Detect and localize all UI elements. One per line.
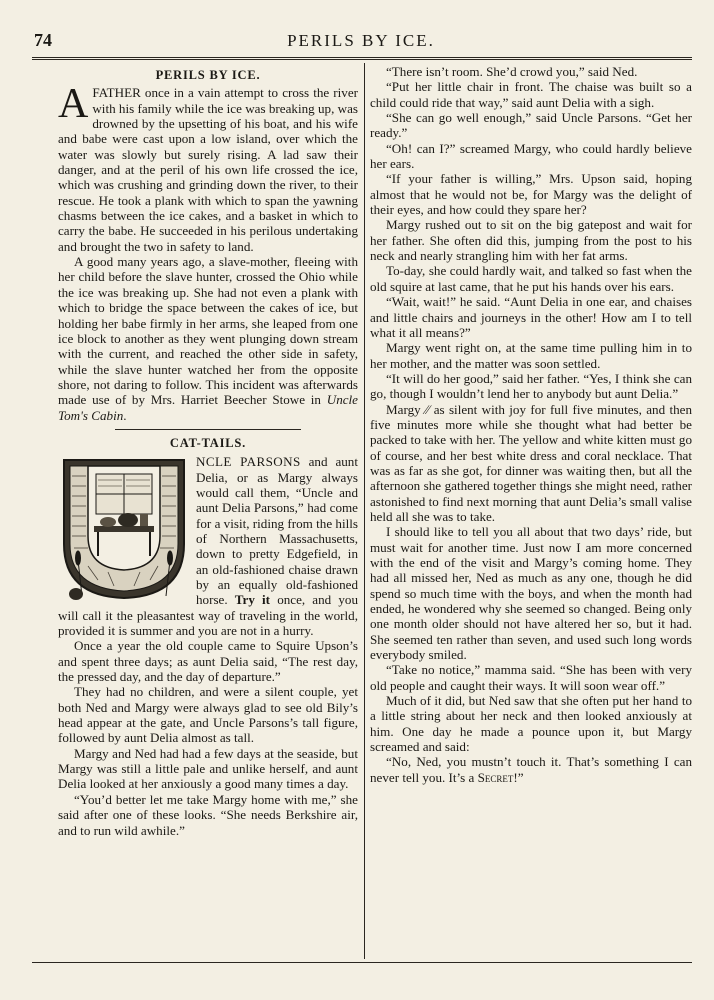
- header-rule: [32, 57, 692, 60]
- paragraph: To-day, she could hardly wait, and talked so fast when the old squire at last came, that he put his hands over his ears.: [370, 263, 692, 294]
- secret-word: Secret: [477, 769, 514, 785]
- paragraph: “Put her little chair in front. The chaise was built so a child could ride that way,” said aunt Delia with a sigh.: [370, 79, 692, 110]
- paragraph: “Oh! can I?” screamed Margy, who could hardly believe her ears.: [370, 140, 692, 172]
- paragraph: “Take no notice,” mamma said. “She has been with very old people and caught their ways. It will soon wear off.”: [370, 662, 692, 693]
- paragraph: “Wait, wait!” he said. “Aunt Delia in one ear, and chaises and little chairs and journeys in the other! How am I to tell what it all means?”: [370, 294, 692, 340]
- paragraph: Much of it did, but Ned saw that she often put her hand to a little string about her neck and then looked anxiously at him. One day he made a pounce upon it, but Margy screamed and said:: [370, 693, 692, 755]
- paragraph: “It will do her good,” said her father. “Yes, I think she can go, though I wouldn’t lend her to anybody but aunt Delia.”: [370, 370, 692, 402]
- paragraph: Once a year the old couple came to Squire Upson’s and spent three days; as aunt Delia said, “The rest day, the pressed day, and the day of departure.”: [58, 638, 358, 685]
- perils-paragraph-1: AFATHER once in a vain attempt to cross the river with his family while the ice was breaking up, was drowned by the upsetting of his boat, and his wife and babe were cast upon a low island, over which the water was slowly but surely rising. A lad saw their danger, and at the peril of his own life crossed the ice, which was crushing and grinding down the river, to their rescue. He took a plank with which to span the yawning chasms between the ice cakes, and a basket in which to carry the babe. He succeeded in his perilous undertaking and brought the two in safety to land.: [58, 81, 358, 254]
- paragraph: Margy ∕∕ as silent with joy for full five minutes, and then five minutes more while she thought what had better be packed to take with her. The yellow and white kitten must go of course, and her best white dress and coral necklace. That was as far as she got, for dinner was waiting then, but all the afternoon she gathered together things she might need, rather astonished to find next morning that aunt Delia’s small valise held all she was to take.: [370, 401, 692, 524]
- running-head: [30, 30, 692, 54]
- left-column: [58, 64, 358, 956]
- initial-u-illustration: [58, 456, 190, 602]
- running-title: PERILS BY ICE.: [287, 31, 435, 50]
- paragraph: “She can go well enough,” said Uncle Parsons. “Get her ready.”: [370, 110, 692, 141]
- paragraph: Margy went right on, at the same time pulling him in to her mother, and the matter was soon settled.: [370, 340, 692, 371]
- right-column: [370, 64, 692, 956]
- paragraph: They had no children, and were a silent couple, yet both Ned and Margy were always glad to see old Bily’s head appear at the gate, and Uncle Parsons’s tall figure, followed by aunt Delia almost as tall.: [58, 684, 358, 746]
- paragraph: Margy rushed out to sit on the big gatepost and wait for her father. She often did this, jumping from the post to his neck and nearly strangling him with her fat arms.: [370, 217, 692, 264]
- paragraph: “You’d better let me take Margy home with me,” she said after one of these looks. “She needs Berkshire air, and to run wild awhile.”: [58, 791, 358, 838]
- column-divider: [364, 63, 365, 959]
- cattails-paragraph-1: NCLE PARSONS and aunt Delia, or as Margy always would call them, “Uncle and aunt Delia Parsons,” had come for a visit, riding from the hills of Northern Massachusetts, down to pretty Edgefield, in an old-fashioned chaise drawn by an equally old-fashioned horse. Try it once, and you will call it the pleasantest way of traveling in the world, provided it is summer and you are not in a hurry.: [58, 454, 358, 639]
- emphasis-text: Try it: [234, 592, 271, 608]
- page-number: 74: [34, 30, 52, 50]
- perils-paragraph-2: A good many years ago, a slave-mother, fleeing with her child before the slave hunter, crossed the Ohio while the ice was breaking up. She had not even a plank with which to bridge the space between the cakes of ice, but holding her babe firmly in her arms, she leaped from one ice block to another as they went plunging down stream with the current, and reached the other side in safety, while the slave hunter watched her from the opposite shore, not daring to follow. This incident was afterwards made use of by Mrs. Harriet Beecher Stowe in Uncle Tom's Cabin.: [58, 254, 358, 423]
- cattails-opening-caps: NCLE PARSONS: [196, 454, 301, 470]
- perils-title: PERILS BY ICE.: [155, 68, 261, 82]
- paragraph: “There isn’t room. She’d crowd you,” said Ned.: [386, 64, 638, 79]
- footer-rule: [32, 962, 692, 963]
- section-divider: [115, 429, 301, 430]
- dropcap-a: A: [58, 81, 89, 128]
- cattails-title: CAT-TAILS.: [169, 435, 247, 450]
- paragraph: “If your father is willing,” Mrs. Upson said, hoping almost that he would not be, for Margy was the delight of their eyes, and how could they spare her?: [370, 171, 692, 218]
- paragraph: I should like to tell you all about that two days’ ride, but must wait for another time. Just now I am more concerned with the end of the visit and Margy’s coming home. They had all missed her, Ned as much as any one, though he did spend so much time with the boys, and when the month had ended, he wondered why she seemed so changed. Being only one month older should not have altered her so, but it had. She seemed ten rather than seven, and used such long words everybody smiled.: [370, 524, 692, 663]
- last-paragraph: “No, Ned, you mustn’t touch it. That’s something I can never tell you. It’s a Secret!”: [370, 754, 692, 785]
- book-title: Uncle Tom's Cabin: [58, 392, 358, 423]
- paragraph: Margy and Ned had had a few days at the seaside, but Margy was still a little pale and unlike herself, and aunt Delia looked at her anxiously a good many times a day.: [58, 745, 358, 792]
